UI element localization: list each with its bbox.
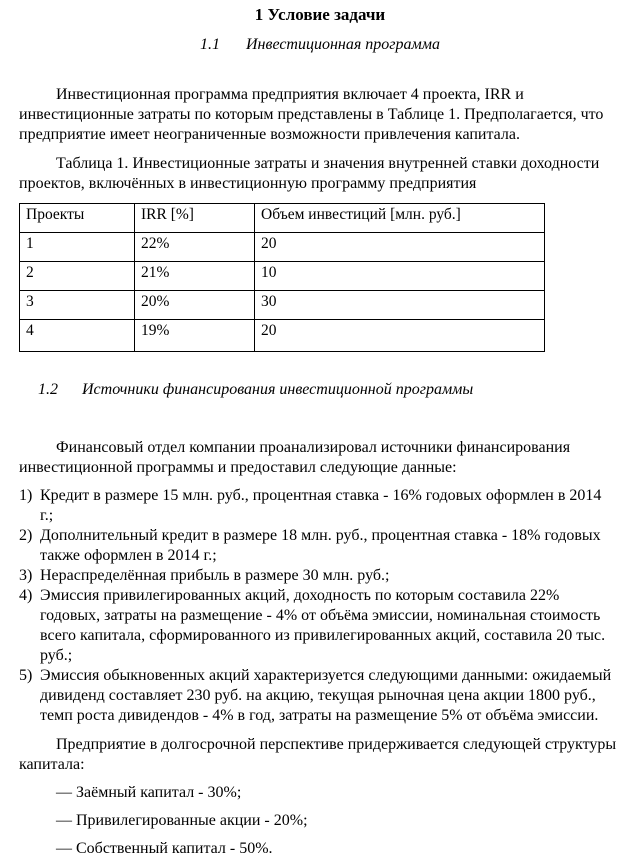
cell: 30	[255, 291, 545, 320]
list-item-line: дивиденд составляет 230 руб. на акцию, текущая рыночная цена акции 1800 руб.,	[40, 687, 596, 704]
cell: 22%	[135, 233, 255, 262]
investment-table	[19, 203, 545, 352]
table-header-row	[20, 204, 545, 233]
list-item-line: Дополнительный кредит в размере 18 млн. руб., процентная ставка - 18% годовых	[40, 527, 601, 544]
finance-line: Финансовый отдел компании проанализировал источники финансирования	[56, 439, 571, 456]
structure-item: — Привилегированные акции - 20%;	[56, 812, 308, 829]
list-item-line: Эмиссия привилегированных акций, доходность по которым составила 22%	[40, 587, 560, 604]
table-row	[20, 320, 545, 352]
header-cell: IRR [%]	[135, 204, 255, 233]
cell: 20%	[135, 291, 255, 320]
list-item-line: темп роста дивидендов - 4% в год, затраты на размещение 5% от объёма эмиссии.	[40, 707, 599, 724]
cell: 2	[20, 262, 135, 291]
list-item-line: годовых, затраты на размещение - 4% от объёма эмиссии, номинальная стоимость	[40, 607, 601, 624]
cell: 19%	[135, 320, 255, 352]
table-row	[20, 291, 545, 320]
cell: 4	[20, 320, 135, 352]
structure-item: — Заёмный капитал - 30%;	[56, 784, 242, 801]
cell: 1	[20, 233, 135, 262]
intro-line: предприятие имеет неограниченные возможности привлечения капитала.	[19, 126, 520, 143]
section-1-1-number: 1.1	[200, 36, 220, 53]
list-number: 1)	[19, 487, 33, 504]
table-row	[20, 262, 545, 291]
structure-line: капитала:	[19, 756, 85, 773]
list-number: 4)	[19, 587, 33, 604]
list-item-line: также оформлен в 2014 г.;	[40, 547, 217, 564]
table-row	[20, 233, 545, 262]
list-item-line: руб.;	[40, 647, 73, 664]
header-cell: Проекты	[20, 204, 135, 233]
header-cell: Объем инвестиций [млн. руб.]	[255, 204, 545, 233]
list-number: 2)	[19, 527, 33, 544]
list-number: 3)	[19, 567, 33, 584]
list-item-line: Нераспределённая прибыль в размере 30 млн. руб.;	[40, 567, 390, 584]
list-number: 5)	[19, 667, 33, 684]
section-1-2-number: 1.2	[38, 381, 58, 398]
intro-line: Инвестиционная программа предприятия включает 4 проекта, IRR и	[56, 86, 524, 103]
list-item-line: Кредит в размере 15 млн. руб., процентная ставка - 16% годовых оформлен в 2014	[40, 487, 602, 504]
cell: 20	[255, 320, 545, 352]
table-caption: Таблица 1. Инвестиционные затраты и значения внутренней ставки доходности	[56, 155, 600, 172]
list-item-line: всего капитала, сформированного из привилегированных акций, составила 20 тыс.	[40, 627, 606, 644]
list-item-line: Эмиссия обыкновенных акций характеризуется следующими данными: ожидаемый	[40, 667, 612, 684]
intro-line: инвестиционные затраты по которым представлены в Таблице 1. Предполагается, что	[19, 106, 604, 123]
cell: 20	[255, 233, 545, 262]
page-heading: 1 Условие задачи	[254, 5, 386, 24]
cell: 10	[255, 262, 545, 291]
cell: 21%	[135, 262, 255, 291]
list-item-line: г.;	[40, 507, 54, 524]
cell: 3	[20, 291, 135, 320]
structure-line: Предприятие в долгосрочной перспективе придерживается следующей структуры	[56, 736, 617, 753]
finance-line: инвестиционной программы и предоставил следующие данные:	[19, 459, 457, 476]
section-1-1-title: Инвестиционная программа	[246, 36, 440, 53]
structure-item: — Собственный капитал - 50%.	[56, 840, 273, 857]
section-1-2-title: Источники финансирования инвестиционной программы	[82, 381, 474, 398]
table-caption: проектов, включённых в инвестиционную программу предприятия	[19, 175, 477, 192]
